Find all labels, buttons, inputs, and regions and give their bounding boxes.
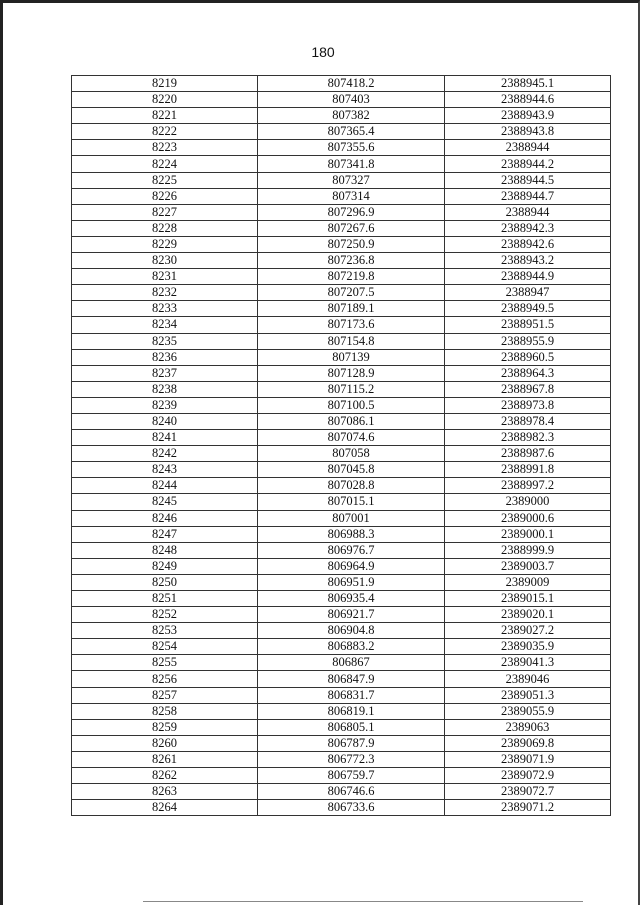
table-body (72, 76, 611, 816)
table-row (72, 542, 611, 558)
point-id-cell: 8264 (72, 800, 258, 816)
table-row (72, 478, 611, 494)
point-id-cell: 8255 (72, 655, 258, 671)
x-coordinate-cell: 807403 (258, 92, 445, 108)
point-id-cell: 8239 (72, 397, 258, 413)
table-row (72, 671, 611, 687)
table-row (72, 784, 611, 800)
y-coordinate-cell: 2388964.3 (445, 365, 611, 381)
y-coordinate-cell: 2388997.2 (445, 478, 611, 494)
point-id-cell: 8222 (72, 124, 258, 140)
x-coordinate-cell: 807015.1 (258, 494, 445, 510)
x-coordinate-cell: 806935.4 (258, 591, 445, 607)
y-coordinate-cell: 2389015.1 (445, 591, 611, 607)
table-row (72, 204, 611, 220)
y-coordinate-cell: 2389069.8 (445, 735, 611, 751)
x-coordinate-cell: 806883.2 (258, 639, 445, 655)
x-coordinate-cell: 806964.9 (258, 558, 445, 574)
table-row (72, 269, 611, 285)
table-row (72, 156, 611, 172)
x-coordinate-cell: 806733.6 (258, 800, 445, 816)
point-id-cell: 8258 (72, 703, 258, 719)
table-row (72, 510, 611, 526)
table-row (72, 703, 611, 719)
y-coordinate-cell: 2389071.9 (445, 751, 611, 767)
y-coordinate-cell: 2389046 (445, 671, 611, 687)
table-row (72, 687, 611, 703)
table-row (72, 591, 611, 607)
point-id-cell: 8261 (72, 751, 258, 767)
x-coordinate-cell: 806831.7 (258, 687, 445, 703)
y-coordinate-cell: 2388947 (445, 285, 611, 301)
point-id-cell: 8260 (72, 735, 258, 751)
point-id-cell: 8238 (72, 381, 258, 397)
y-coordinate-cell: 2388951.5 (445, 317, 611, 333)
table-row (72, 494, 611, 510)
point-id-cell: 8248 (72, 542, 258, 558)
x-coordinate-cell: 807173.6 (258, 317, 445, 333)
table-row (72, 655, 611, 671)
y-coordinate-cell: 2388967.8 (445, 381, 611, 397)
point-id-cell: 8235 (72, 333, 258, 349)
x-coordinate-cell: 807045.8 (258, 462, 445, 478)
y-coordinate-cell: 2388942.6 (445, 236, 611, 252)
x-coordinate-cell: 807001 (258, 510, 445, 526)
point-id-cell: 8254 (72, 639, 258, 655)
table-row (72, 285, 611, 301)
point-id-cell: 8247 (72, 526, 258, 542)
x-coordinate-cell: 807341.8 (258, 156, 445, 172)
table-row (72, 76, 611, 92)
table-row (72, 751, 611, 767)
point-id-cell: 8230 (72, 253, 258, 269)
x-coordinate-cell: 807086.1 (258, 413, 445, 429)
table-row (72, 220, 611, 236)
point-id-cell: 8219 (72, 76, 258, 92)
coordinate-table (71, 75, 611, 816)
x-coordinate-cell: 807139 (258, 349, 445, 365)
table-row (72, 381, 611, 397)
table-row (72, 623, 611, 639)
x-coordinate-cell: 807365.4 (258, 124, 445, 140)
x-coordinate-cell: 806746.6 (258, 784, 445, 800)
x-coordinate-cell: 807250.9 (258, 236, 445, 252)
point-id-cell: 8220 (72, 92, 258, 108)
table-row (72, 574, 611, 590)
x-coordinate-cell: 806904.8 (258, 623, 445, 639)
y-coordinate-cell: 2388960.5 (445, 349, 611, 365)
y-coordinate-cell: 2389051.3 (445, 687, 611, 703)
point-id-cell: 8233 (72, 301, 258, 317)
point-id-cell: 8241 (72, 430, 258, 446)
y-coordinate-cell: 2389000.1 (445, 526, 611, 542)
x-coordinate-cell: 807028.8 (258, 478, 445, 494)
y-coordinate-cell: 2389020.1 (445, 607, 611, 623)
table-row (72, 719, 611, 735)
point-id-cell: 8231 (72, 269, 258, 285)
y-coordinate-cell: 2388944 (445, 204, 611, 220)
y-coordinate-cell: 2388973.8 (445, 397, 611, 413)
point-id-cell: 8251 (72, 591, 258, 607)
point-id-cell: 8224 (72, 156, 258, 172)
x-coordinate-cell: 807267.6 (258, 220, 445, 236)
x-coordinate-cell: 807207.5 (258, 285, 445, 301)
x-coordinate-cell: 807219.8 (258, 269, 445, 285)
y-coordinate-cell: 2388949.5 (445, 301, 611, 317)
point-id-cell: 8257 (72, 687, 258, 703)
table-row (72, 188, 611, 204)
y-coordinate-cell: 2388943.9 (445, 108, 611, 124)
point-id-cell: 8246 (72, 510, 258, 526)
x-coordinate-cell: 807327 (258, 172, 445, 188)
y-coordinate-cell: 2388955.9 (445, 333, 611, 349)
x-coordinate-cell: 806759.7 (258, 768, 445, 784)
point-id-cell: 8232 (72, 285, 258, 301)
table-row (72, 526, 611, 542)
y-coordinate-cell: 2389055.9 (445, 703, 611, 719)
x-coordinate-cell: 806819.1 (258, 703, 445, 719)
y-coordinate-cell: 2388943.8 (445, 124, 611, 140)
x-coordinate-cell: 807314 (258, 188, 445, 204)
point-id-cell: 8259 (72, 719, 258, 735)
page-number: 180 (311, 44, 335, 60)
point-id-cell: 8249 (72, 558, 258, 574)
y-coordinate-cell: 2388944 (445, 140, 611, 156)
y-coordinate-cell: 2388943.2 (445, 253, 611, 269)
x-coordinate-cell: 807115.2 (258, 381, 445, 397)
table-row (72, 124, 611, 140)
point-id-cell: 8226 (72, 188, 258, 204)
x-coordinate-cell: 806951.9 (258, 574, 445, 590)
x-coordinate-cell: 807382 (258, 108, 445, 124)
y-coordinate-cell: 2389072.9 (445, 768, 611, 784)
point-id-cell: 8256 (72, 671, 258, 687)
x-coordinate-cell: 806787.9 (258, 735, 445, 751)
point-id-cell: 8227 (72, 204, 258, 220)
x-coordinate-cell: 807189.1 (258, 301, 445, 317)
x-coordinate-cell: 806805.1 (258, 719, 445, 735)
point-id-cell: 8244 (72, 478, 258, 494)
point-id-cell: 8252 (72, 607, 258, 623)
y-coordinate-cell: 2389041.3 (445, 655, 611, 671)
y-coordinate-cell: 2389003.7 (445, 558, 611, 574)
table-row (72, 333, 611, 349)
y-coordinate-cell: 2388982.3 (445, 430, 611, 446)
point-id-cell: 8250 (72, 574, 258, 590)
table-row (72, 446, 611, 462)
point-id-cell: 8237 (72, 365, 258, 381)
point-id-cell: 8262 (72, 768, 258, 784)
y-coordinate-cell: 2388944.6 (445, 92, 611, 108)
point-id-cell: 8234 (72, 317, 258, 333)
point-id-cell: 8229 (72, 236, 258, 252)
point-id-cell: 8242 (72, 446, 258, 462)
table-row (72, 735, 611, 751)
y-coordinate-cell: 2389009 (445, 574, 611, 590)
bottom-rule (143, 901, 583, 902)
table-row (72, 92, 611, 108)
y-coordinate-cell: 2388978.4 (445, 413, 611, 429)
y-coordinate-cell: 2388945.1 (445, 76, 611, 92)
x-coordinate-cell: 807058 (258, 446, 445, 462)
table-row (72, 800, 611, 816)
x-coordinate-cell: 807236.8 (258, 253, 445, 269)
y-coordinate-cell: 2389000.6 (445, 510, 611, 526)
table-row (72, 639, 611, 655)
table-row (72, 317, 611, 333)
y-coordinate-cell: 2388944.2 (445, 156, 611, 172)
table-row (72, 607, 611, 623)
x-coordinate-cell: 806921.7 (258, 607, 445, 623)
y-coordinate-cell: 2389071.2 (445, 800, 611, 816)
x-coordinate-cell: 806847.9 (258, 671, 445, 687)
x-coordinate-cell: 807154.8 (258, 333, 445, 349)
point-id-cell: 8240 (72, 413, 258, 429)
x-coordinate-cell: 807074.6 (258, 430, 445, 446)
table-row (72, 140, 611, 156)
point-id-cell: 8236 (72, 349, 258, 365)
table-row (72, 236, 611, 252)
point-id-cell: 8243 (72, 462, 258, 478)
y-coordinate-cell: 2389035.9 (445, 639, 611, 655)
y-coordinate-cell: 2388991.8 (445, 462, 611, 478)
y-coordinate-cell: 2389072.7 (445, 784, 611, 800)
x-coordinate-cell: 807128.9 (258, 365, 445, 381)
table-row (72, 462, 611, 478)
table-row (72, 108, 611, 124)
x-coordinate-cell: 807418.2 (258, 76, 445, 92)
point-id-cell: 8228 (72, 220, 258, 236)
table-row (72, 558, 611, 574)
x-coordinate-cell: 807100.5 (258, 397, 445, 413)
table-row (72, 172, 611, 188)
table-row (72, 301, 611, 317)
x-coordinate-cell: 807355.6 (258, 140, 445, 156)
x-coordinate-cell: 807296.9 (258, 204, 445, 220)
x-coordinate-cell: 806867 (258, 655, 445, 671)
table-row (72, 430, 611, 446)
table-row (72, 768, 611, 784)
y-coordinate-cell: 2388944.5 (445, 172, 611, 188)
y-coordinate-cell: 2388944.9 (445, 269, 611, 285)
x-coordinate-cell: 806772.3 (258, 751, 445, 767)
y-coordinate-cell: 2389027.2 (445, 623, 611, 639)
y-coordinate-cell: 2388987.6 (445, 446, 611, 462)
point-id-cell: 8245 (72, 494, 258, 510)
y-coordinate-cell: 2389000 (445, 494, 611, 510)
point-id-cell: 8221 (72, 108, 258, 124)
y-coordinate-cell: 2388999.9 (445, 542, 611, 558)
table-row (72, 397, 611, 413)
point-id-cell: 8223 (72, 140, 258, 156)
point-id-cell: 8225 (72, 172, 258, 188)
point-id-cell: 8263 (72, 784, 258, 800)
y-coordinate-cell: 2389063 (445, 719, 611, 735)
x-coordinate-cell: 806976.7 (258, 542, 445, 558)
x-coordinate-cell: 806988.3 (258, 526, 445, 542)
table-row (72, 413, 611, 429)
point-id-cell: 8253 (72, 623, 258, 639)
table-row (72, 253, 611, 269)
y-coordinate-cell: 2388944.7 (445, 188, 611, 204)
y-coordinate-cell: 2388942.3 (445, 220, 611, 236)
table-row (72, 365, 611, 381)
table-row (72, 349, 611, 365)
